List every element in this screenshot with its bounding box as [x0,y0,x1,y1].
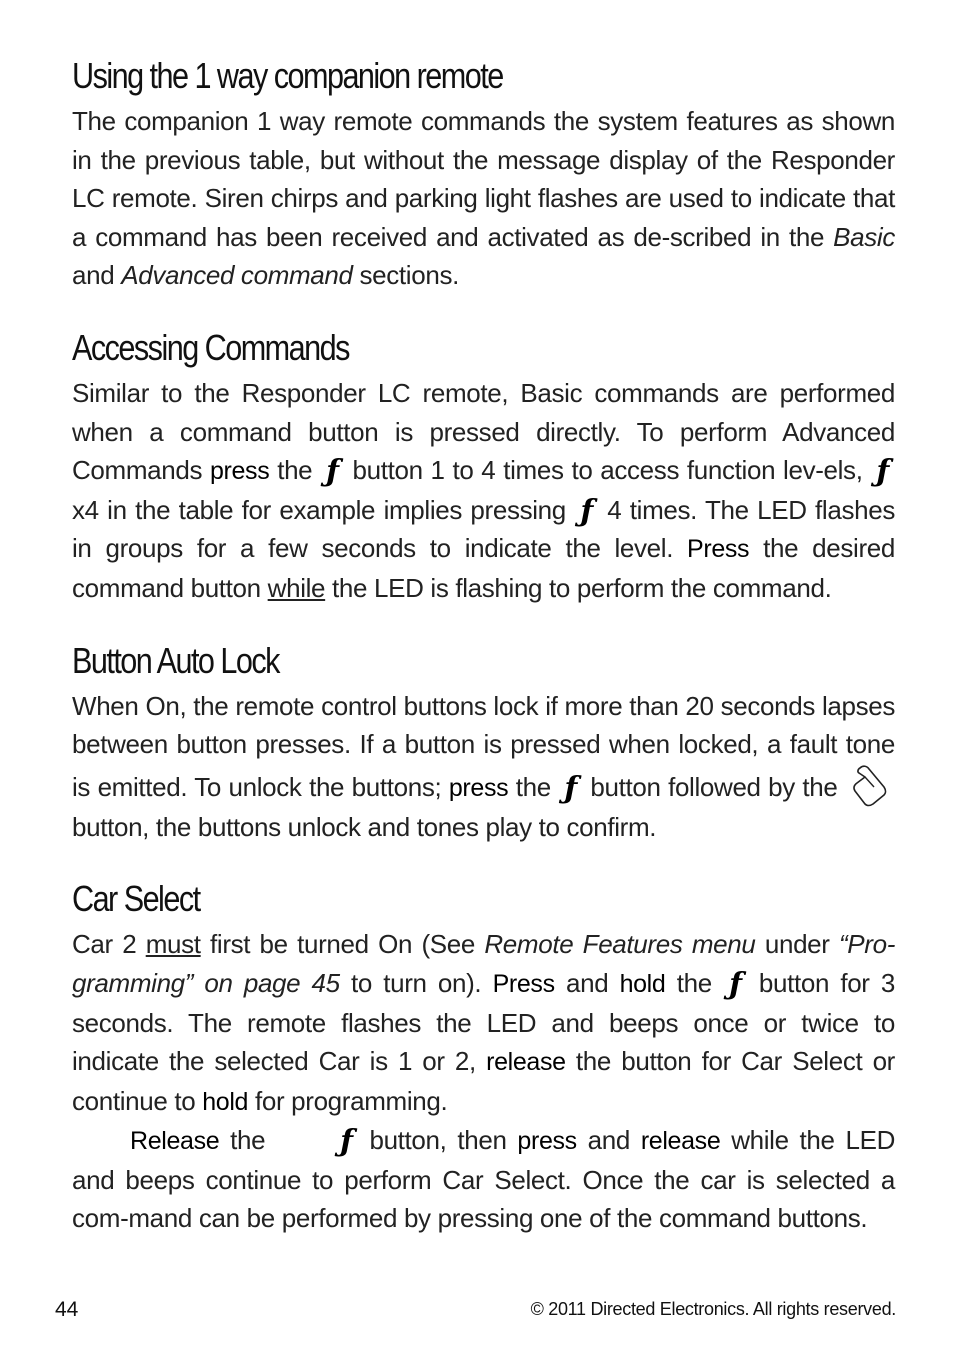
bold-press: press [517,1127,577,1156]
italic-advanced-command: Advanced command [121,260,353,291]
section-car-select [72,873,895,1238]
underline-while: while [267,572,326,603]
text: The companion 1 way remote commands the system features as shown in the previous table, but without the message display of the Responder LC remote. Siren chirps and parking light flashes are used to indicate that a command has been received and activated as de-scribed in the [72,106,895,252]
text: the LED is flashing to perform the command. [325,572,832,603]
text: and [576,1125,641,1156]
section-accessing-commands [72,322,895,608]
function-f-icon: ƒ [564,770,577,806]
page-number: 44 [55,1298,79,1321]
page-footer [55,1296,896,1326]
copyright-notice: © 2011 Directed Electronics. All rights reserved. [530,1299,896,1319]
text: first be turned On (See [200,929,485,960]
text: the button for Car Select or continue to [72,1046,895,1116]
key-button-icon [851,764,889,808]
paragraph-companion-remote [72,102,895,295]
text: sections. [352,260,459,291]
text: for programming. [248,1085,448,1116]
paragraph-car-select-2 [72,1121,895,1238]
text: button, then [358,1125,518,1156]
text: the desired command button [72,533,895,603]
text: button for 3 seconds. The remote flashes the LED and beeps once or twice to indicate the selected Car is 1 or 2, [72,967,895,1077]
text: Similar to the Responder LC remote, Basic commands are performed when a command button is pressed directly. To perform Advanced Commands [72,377,895,486]
text: button followed by the [582,771,845,802]
section-companion-remote [72,50,895,295]
underline-must: must [145,929,201,960]
text: and [72,260,122,291]
function-f-icon: ƒ [340,1124,353,1160]
text: under [755,929,839,960]
heading-car-select: Car Select [72,878,200,920]
paragraph-button-auto-lock [72,687,895,847]
heading-button-auto-lock: Button Auto Lock [72,639,279,681]
function-f-icon: ƒ [326,454,339,490]
bold-release: Release [130,1127,220,1156]
text: the [665,967,724,998]
function-f-icon: ƒ [876,454,889,490]
italic-basic: Basic [833,221,895,252]
text: and [554,967,620,998]
bold-press: Press [492,969,555,998]
bold-release: release [486,1048,566,1077]
bold-press: press [448,773,509,802]
text: to turn on). [339,967,493,998]
text: 4 times. The LED flashes in groups for a few seconds to indicate the level. [72,494,895,564]
section-button-auto-lock [72,635,895,847]
text: button 1 to 4 times to access function lev-els, [344,455,871,486]
bold-release: release [640,1127,721,1156]
paragraph-accessing-commands [72,374,895,608]
page-content [72,50,895,1265]
italic-remote-features-menu: Remote Features menu [484,929,756,960]
text: while the LED and beeps continue to perform Car Select. Once the car is selected a com-mand can be performed by pressing one of the command buttons. [72,1125,896,1234]
text: x4 in the table for example implies pressing [72,494,575,525]
text: the [269,455,321,486]
text: Car 2 [72,929,146,960]
text: the [219,1125,277,1156]
italic-programming-ref: “Pro-gramming” on page 45 [72,929,896,998]
bold-press: press [209,457,270,486]
bold-press: Press [687,535,750,564]
text: button, the buttons unlock and tones play to confirm. [72,811,657,842]
heading-accessing-commands: Accessing Commands [72,326,349,368]
bold-hold: hold [202,1087,249,1116]
function-f-icon: ƒ [580,493,593,529]
bold-hold: hold [619,969,666,998]
paragraph-car-select-1 [72,925,895,1121]
text: the [508,771,559,802]
heading-companion-remote: Using the 1 way companion remote [72,55,503,96]
function-f-icon: ƒ [729,966,742,1002]
text: When On, the remote control buttons lock if more than 20 seconds lapses between button presses. If a button is pressed when locked, a fault tone is emitted. To unlock the buttons; [72,690,895,802]
